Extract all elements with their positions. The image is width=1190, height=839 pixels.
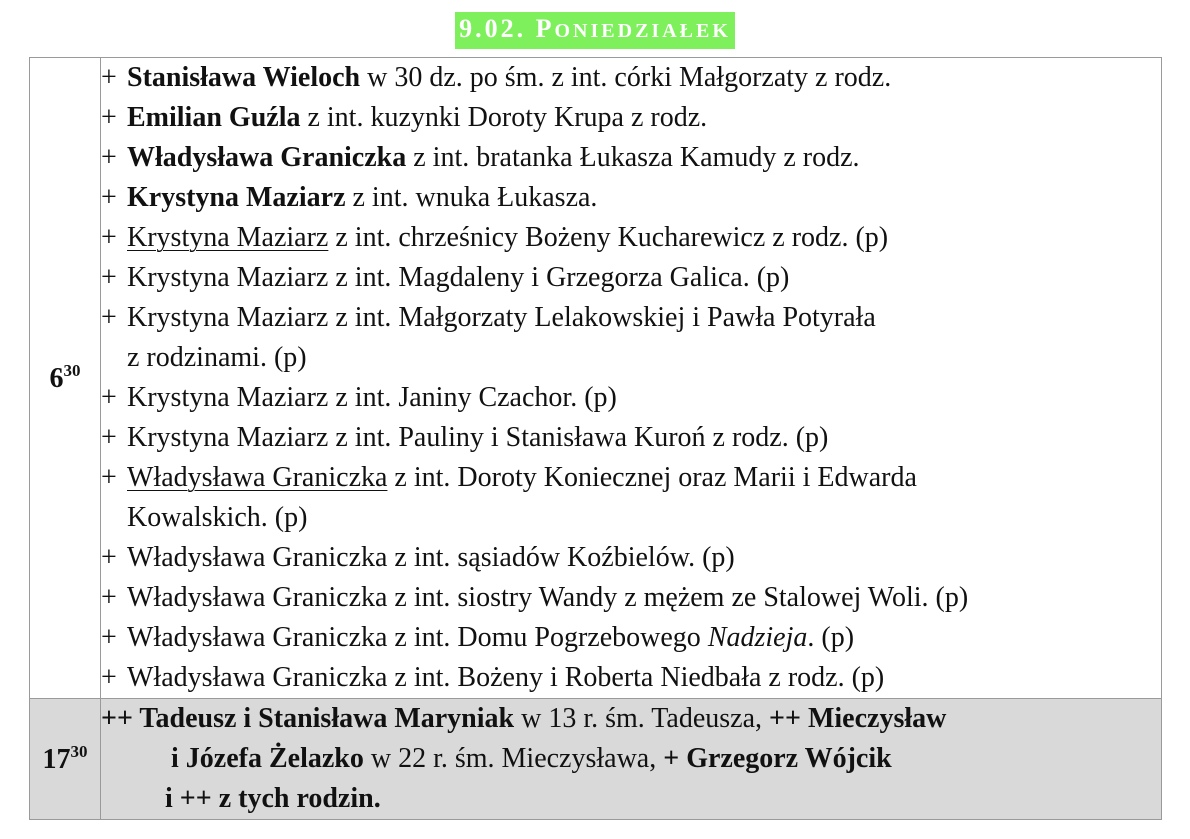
header-wrap (0, 12, 1190, 49)
intention-entry (101, 218, 1161, 258)
cross-mark: + (101, 662, 117, 693)
cross-mark: + (101, 382, 117, 413)
morning-minutes: 30 (63, 361, 81, 380)
cross-mark: + (101, 142, 117, 173)
intention-text: z int. wnuka Łukasza. (345, 182, 598, 213)
evening-intention (101, 699, 1161, 819)
evening-entries (101, 699, 1162, 820)
intention-text: w 22 r. śm. Mieczysława, (363, 743, 664, 774)
intention-entry (101, 58, 1161, 98)
morning-entries (101, 58, 1162, 699)
intention-text: z int. Doroty Koniecznej oraz Marii i Edwarda (387, 462, 917, 493)
evening-line-1 (101, 699, 1161, 739)
intention-entry (101, 178, 1161, 218)
deceased-name: Władysława Graniczka (127, 582, 388, 613)
evening-line-2 (101, 739, 1161, 779)
intention-entry (101, 538, 1161, 578)
intention-entry (101, 458, 1161, 538)
deceased-name: Krystyna Maziarz (127, 382, 329, 413)
cross-mark: + (101, 262, 117, 293)
intention-text: z int. kuzynki Doroty Krupa z rodz. (300, 102, 708, 133)
intention-tail: . (p) (807, 622, 855, 653)
header-day-rest: ONIEDZIAŁEK (554, 20, 731, 42)
deceased-names: + Grzegorz Wójcik (663, 743, 892, 774)
funeral-home-name: Nadzieja (707, 622, 808, 653)
deceased-names: i Józefa Żelazko (171, 743, 364, 774)
intention-text: z int. Małgorzaty Lelakowskiej i Pawła Potyrała (328, 302, 876, 333)
deceased-name: Krystyna Maziarz (127, 182, 346, 213)
deceased-name: Krystyna Maziarz (127, 222, 329, 253)
cross-mark: + (101, 582, 117, 613)
cross-mark: + (101, 182, 117, 213)
intention-entry (101, 258, 1161, 298)
intention-text: w 13 r. śm. Tadeusza, (514, 703, 770, 734)
intention-text: z int. Magdaleny i Grzegorza Galica. (p) (328, 262, 790, 293)
cross-mark: + (101, 62, 117, 93)
intention-entry (101, 138, 1161, 178)
evening-line-3: i ++ z tych rodzin. (165, 783, 381, 814)
deceased-name: Władysława Graniczka (127, 622, 388, 653)
deceased-name: Krystyna Maziarz (127, 302, 329, 333)
deceased-name: Władysława Graniczka (127, 662, 388, 693)
intention-text: z int. Pauliny i Stanisława Kuroń z rodz. (p) (328, 422, 829, 453)
intention-text: z int. Bożeny i Roberta Niedbała z rodz. (p) (387, 662, 885, 693)
deceased-name: Władysława Graniczka (127, 142, 407, 173)
intention-continuation: Kowalskich. (p) (127, 502, 308, 533)
evening-time (30, 699, 101, 820)
intention-text: z int. chrześnicy Bożeny Kucharewicz z rodz. (p) (328, 222, 889, 253)
deceased-names: ++ Tadeusz i Stanisława Maryniak (101, 703, 515, 734)
deceased-name: Władysława Graniczka (127, 542, 388, 573)
cross-mark: + (101, 302, 117, 333)
deceased-names: ++ Mieczysław (769, 703, 947, 734)
header-date: 9.02. (459, 14, 527, 43)
header-day-first: P (535, 14, 555, 43)
cross-mark: + (101, 622, 117, 653)
intention-entry (101, 418, 1161, 458)
morning-time (30, 58, 101, 699)
morning-hour: 6 (49, 363, 64, 394)
cross-mark: + (101, 222, 117, 253)
morning-row (30, 58, 1162, 699)
intention-continuation: z rodzinami. (p) (127, 342, 307, 373)
deceased-name: Krystyna Maziarz (127, 422, 329, 453)
intention-entry (101, 658, 1161, 698)
intention-text: z int. bratanka Łukasza Kamudy z rodz. (406, 142, 860, 173)
intention-entry (101, 378, 1161, 418)
cross-mark: + (101, 462, 117, 493)
evening-row (30, 699, 1162, 820)
deceased-name: Stanisława Wieloch (127, 62, 361, 93)
cross-mark: + (101, 422, 117, 453)
intention-entry (101, 98, 1161, 138)
cross-mark: + (101, 542, 117, 573)
intention-entry (101, 298, 1161, 378)
evening-minutes: 30 (70, 742, 88, 761)
deceased-name: Krystyna Maziarz (127, 262, 329, 293)
intention-text: z int. Janiny Czachor. (p) (328, 382, 617, 413)
evening-hour: 17 (42, 744, 71, 775)
cross-mark: + (101, 102, 117, 133)
intention-text: z int. Domu Pogrzebowego (387, 622, 708, 653)
mass-schedule-table (29, 57, 1162, 820)
intention-entry (101, 618, 1161, 658)
day-header (455, 12, 735, 49)
deceased-name: Emilian Guźla (127, 102, 301, 133)
intention-entry (101, 578, 1161, 618)
intention-text: z int. siostry Wandy z mężem ze Stalowej Woli. (p) (387, 582, 969, 613)
deceased-name: Władysława Graniczka (127, 462, 388, 493)
intention-text: w 30 dz. po śm. z int. córki Małgorzaty z rodz. (360, 62, 892, 93)
intention-text: z int. sąsiadów Koźbielów. (p) (387, 542, 735, 573)
